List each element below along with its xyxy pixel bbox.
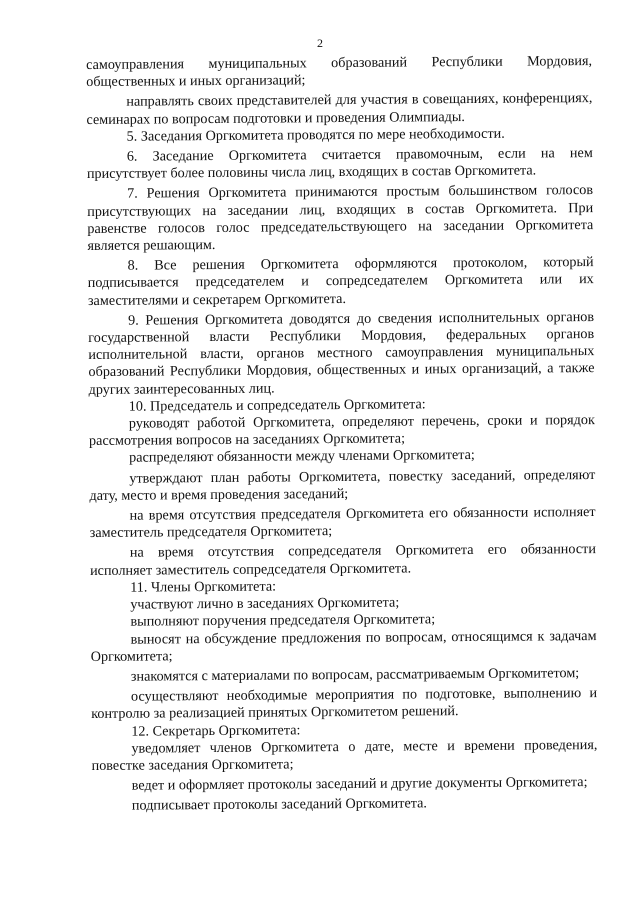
paragraph-7: 7. Решения Оргкомитета принимаются простым большинством голосов присутствующих на заседании лиц, входящих в состав Оргкомитета. При равенстве голосов голос председательствующего на заседании Оргкомитета является решающим.	[87, 182, 594, 255]
paragraph-8: 8. Все решения Оргкомитета оформляются протоколом, который подписывается председателем и сопредседателем Оргкомитета или их заместителями и секретарем Оргкомитета.	[87, 254, 594, 309]
paragraph: подписывает протоколы заседаний Оргкомитета.	[131, 795, 428, 814]
paragraph: осуществляют необходимые мероприятия по подготовке, выполнению и контролю за реализацией принятых Оргкомитетом решений.	[91, 685, 598, 723]
paragraph-continuation: самоуправления муниципальных образований Республики Мордовия, общественных и иных организаций;	[86, 53, 593, 91]
paragraph: направлять своих представителей для участия в совещаниях, конференциях, семинарах по вопросам подготовки и проведения Олимпиады.	[86, 90, 593, 128]
paragraph: уведомляет членов Оргкомитета о дате, месте и времени проведения, повестке заседания Оргкомитета;	[91, 736, 598, 774]
paragraph: на время отсутствия председателя Оргкомитета его обязанности исполняет заместитель председателя Оргкомитета;	[89, 504, 596, 542]
paragraph: распределяют обязанности между членами Оргкомитета;	[129, 447, 475, 467]
paragraph: утверждают план работы Оргкомитета, повестку заседаний, определяют дату, место и время проведения заседаний;	[89, 466, 596, 504]
paragraph-5: 5. Заседания Оргкомитета проводятся по мере необходимости.	[126, 125, 505, 145]
paragraph: ведет и оформляет протоколы заседаний и другие документы Оргкомитета;	[131, 774, 588, 794]
page-number: 2	[317, 36, 323, 50]
paragraph: на время отсутствия сопредседателя Оргкомитета его обязанности исполняет заместитель сопредседателя Оргкомитета.	[89, 541, 596, 579]
paragraph-10-heading: 10. Председатель и сопредседатель Оргкомитета:	[128, 396, 426, 415]
paragraph-11-heading: 11. Члены Оргкомитета:	[130, 578, 277, 596]
paragraph: руководят работой Оргкомитета, определяют перечень, сроки и порядок рассмотрения вопросов на заседаниях Оргкомитета;	[88, 412, 595, 450]
paragraph-9: 9. Решения Оргкомитета доводятся до сведения исполнительных органов государственной власти Республики Мордовия, федеральных органов исполнительной власти, органов местного самоуправления муниципальных образований Республики Мордовия, общественных и иных организаций, а также других заинтересованных лиц.	[88, 308, 595, 398]
paragraph: участвуют лично в заседаниях Оргкомитета;	[130, 594, 400, 613]
paragraph-12-heading: 12. Секретарь Оргкомитета:	[131, 721, 301, 740]
paragraph: выполняют поручения председателя Оргкомитета;	[130, 611, 436, 630]
paragraph: выносят на обсуждение предложения по вопросам, относящимся к задачам Оргкомитета;	[90, 627, 597, 665]
paragraph: знакомятся с материалами по вопросам, рассматриваемым Оргкомитетом;	[130, 665, 580, 685]
paragraph-6: 6. Заседание Оргкомитета считается правомочным, если на нем присутствует более половины числа лиц, входящих в состав Оргкомитета.	[86, 145, 593, 183]
document-body	[86, 53, 598, 815]
